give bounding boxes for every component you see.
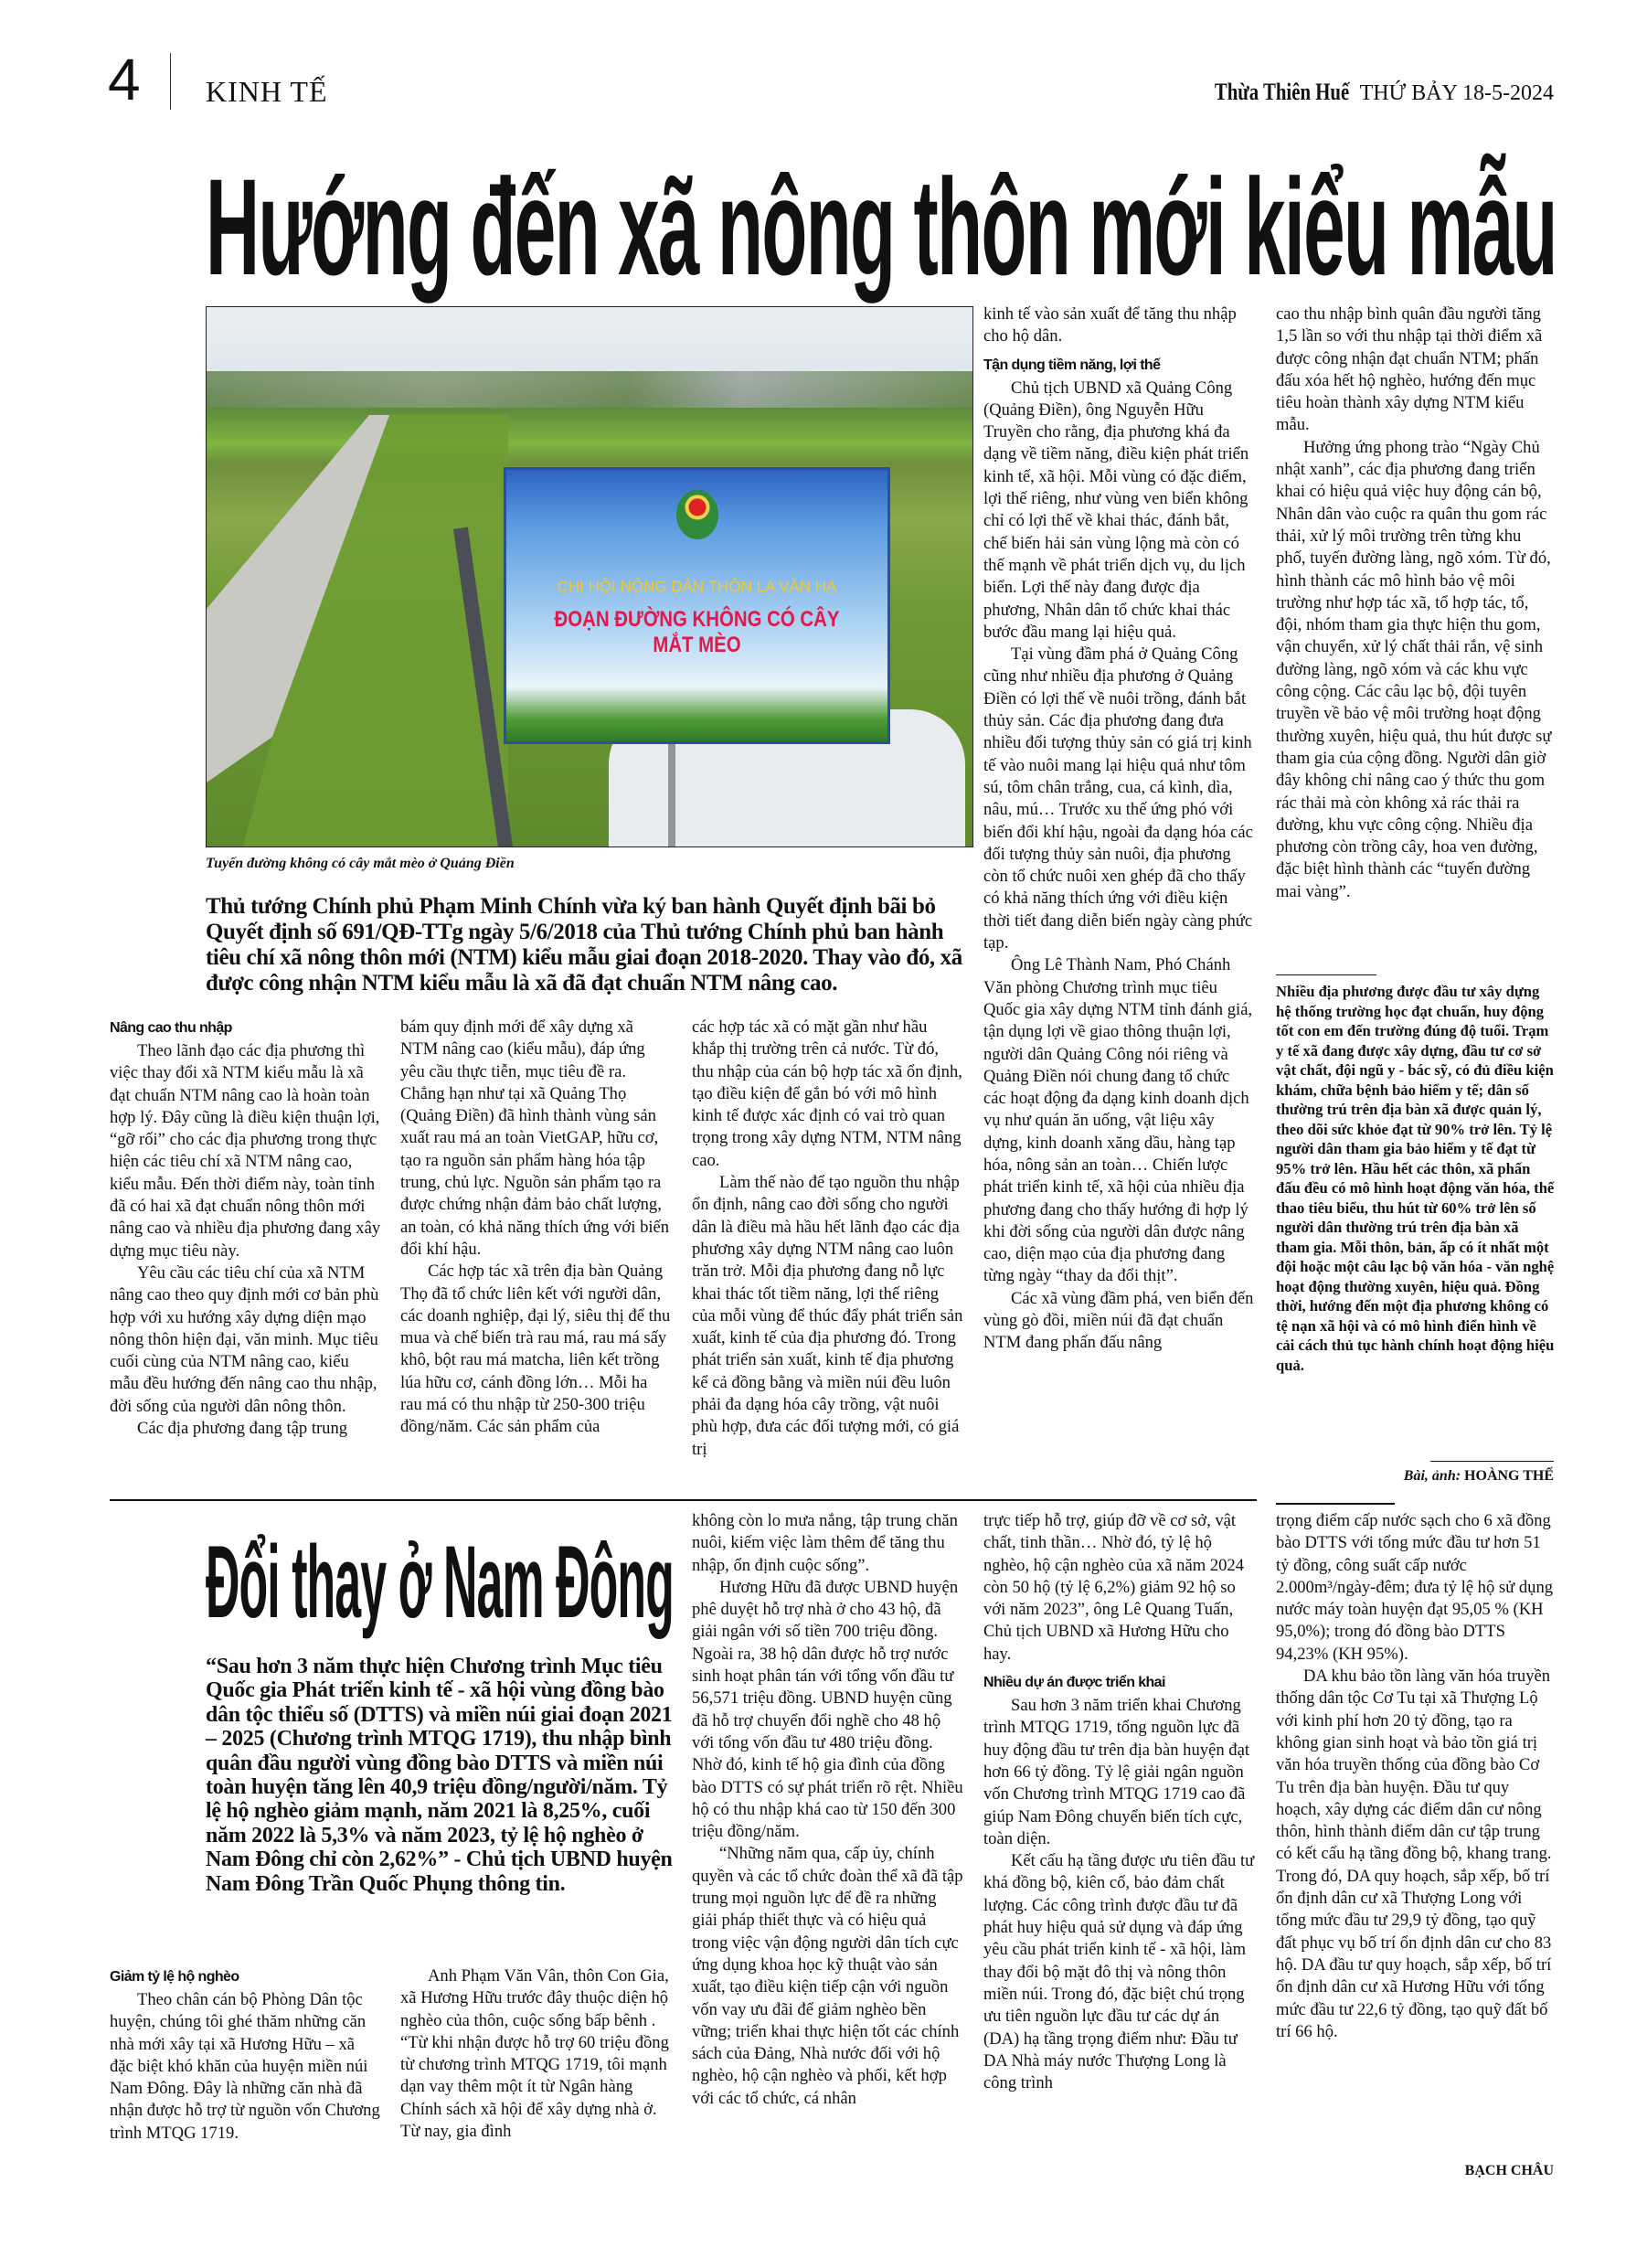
paragraph: Anh Phạm Văn Vân, thôn Con Gia, xã Hương Hữu trước đây thuộc diện hộ nghèo của thôn, cuộc sống bấp bênh . “Từ khi nhận được hỗ trợ 60 triệu đồng từ chương trình MTQG 1719, tôi mạnh dạn vay thêm một ít từ Ngân hàng Chính sách xã hội để xây dựng nhà ở. Từ nay, gia đình — [400, 1966, 669, 2142]
article1-column-2 — [400, 1017, 673, 1439]
byline-author: HOÀNG THẾ — [1464, 1468, 1554, 1484]
sign-organization: CHI HỘI NÔNG DÂN THÔN LA VĂN HẠ — [557, 578, 837, 595]
paragraph: Các địa phương đang tập trung — [137, 1419, 348, 1439]
box-top-rule — [1276, 974, 1376, 975]
photo-caption: Tuyến đường không có cây mắt mèo ở Quảng Điền — [206, 856, 515, 871]
paragraph: “Những năm qua, cấp ủy, chính quyền và các tổ chức đoàn thể xã đã tập trung mọi nguồn lực để đề ra những giải pháp thiết thực và có hiệu quả trong việc vận động người dân tích cực ứng dụng khoa học kỹ thuật vào sản xuất, tạo điều kiện tiếp cận với nguồn vốn vay ưu đãi để giảm nghèo bền vững; triển khai thực hiện tốt các chính sách của Đảng, Nhà nước đối với hộ nghèo, hộ cận nghèo và phối, kết hợp với các tổ chức, cá nhân — [692, 1844, 963, 2108]
paragraph: Kết cấu hạ tầng được ưu tiên đầu tư khá đồng bộ, kiên cố, bảo đảm chất lượng. Các công trình được đầu tư đã phát huy hiệu quả sử dụng và đáp ứng yêu cầu phát triển kinh tế - xã hội, làm thay đổi bộ mặt đô thị và nông thôn miền núi. Trong đó, đặc biệt chú trọng ưu tiên nguồn lực đầu tư các dự án (DA) hạ tầng trọng điểm như: Đầu tư DA Nhà máy nước Thượng Long là công trình — [983, 1851, 1255, 2093]
article1-column-5 — [1276, 303, 1555, 903]
paragraph: cao thu nhập bình quân đầu người tăng 1,5 lần so với thu nhập tại thời điểm xã được công nhận đạt chuẩn NTM; phấn đấu xóa hết hộ nghèo, hướng đến mục tiêu hoàn thành xây dựng NTM kiểu mẫu. — [1276, 304, 1543, 435]
header-divider — [170, 53, 171, 110]
section-title: KINH TẾ — [206, 75, 328, 108]
paragraph: Các xã vùng đầm phá, ven biển đến vùng gò đồi, miền núi đã đạt chuẩn NTM đang phấn đấu nâng — [983, 1288, 1254, 1353]
byline-label: Bài, ảnh: — [1403, 1468, 1461, 1484]
article1-column-1 — [110, 1017, 382, 1440]
article1-headline-box — [206, 150, 1557, 303]
article2-lead: “Sau hơn 3 năm thực hiện Chương trình Mục tiêu Quốc gia Phát triển kinh tế - xã hội vùng đồng bào dân tộc thiểu số (DTTS) và miền núi giai đoạn 2021 – 2025 (Chương trình MTQG 1719), thu nhập bình quân đầu người vùng đồng bào DTTS và miền núi toàn huyện tăng lên 40,9 triệu đồng/người/năm. Tỷ lệ hộ nghèo giảm mạnh, năm 2021 là 8,25%, cuối năm 2022 là 5,3% và năm 2023, tỷ lệ hộ nghèo ở Nam Đông chỉ còn 2,62%” - Chủ tịch UBND huyện Nam Đông Trần Quốc Phụng thông tin. — [206, 1655, 673, 1896]
subheading: Nhiều dự án được triển khai — [983, 1675, 1165, 1691]
article2-byline: BẠCH CHÂU — [1464, 2163, 1554, 2178]
paragraph: kinh tế vào sản xuất để tăng thu nhập cho hộ dân. — [983, 304, 1237, 346]
paragraph: Các hợp tác xã trên địa bàn Quảng Thọ đã tổ chức liên kết với người dân, các doanh nghiệp, đại lý, siêu thị để thu mua và chế biến trà rau má, rau má sấy khô, bột rau má matcha, liên kết trồng lúa hữu cơ, cánh đồng lớn… Mỗi ha rau má có thu nhập từ 250-300 triệu đồng/năm. Các sản phẩm của — [400, 1262, 671, 1437]
photo-sign — [504, 467, 890, 744]
article2-headline: Đổi thay ở Nam Đông — [206, 1525, 674, 1639]
article1-lead: Thủ tướng Chính phủ Phạm Minh Chính vừa ký ban hành Quyết định bãi bỏ Quyết định số 691/QĐ-TTg ngày 5/6/2018 của Thủ tướng Chính phủ ban hành tiêu chí xã nông thôn mới (NTM) kiểu mẫu giai đoạn 2018-2020. Thay vào đó, xã được công nhận NTM kiểu mẫu là xã đã đạt chuẩn NTM nâng cao. — [206, 894, 962, 996]
article1-headline: Hướng đến xã nông thôn mới kiểu mẫu — [206, 150, 1557, 303]
article1-column-3 — [692, 1017, 964, 1461]
article2-column-1 — [110, 1965, 382, 2145]
article-separator-right — [1276, 1503, 1395, 1505]
paragraph: Hương Hữu đã được UBND huyện phê duyệt hỗ trợ nhà ở cho 43 hộ, đã giải ngân với số tiền 700 triệu đồng. Ngoài ra, 38 hộ dân được hỗ trợ nước sinh hoạt phân tán với tổng vốn đầu tư 56,571 triệu đồng. UBND huyện cũng đã hỗ trợ chuyển đổi nghề cho 48 hộ với tổng vốn đầu tư 480 triệu đồng. Nhờ đó, kinh tế hộ gia đình của đồng bào DTTS có sự phát triển rõ rệt. Nhiều hộ có thu nhập khá cao từ 150 đến 300 triệu đồng/năm. — [692, 1577, 963, 1842]
paragraph: Hưởng ứng phong trào “Ngày Chủ nhật xanh”, các địa phương đang triển khai có hiệu quả việc huy động cán bộ, Nhân dân vào cuộc ra quân thu gom rác thải, xử lý môi trường trên từng khu phố, tuyến đường làng, ngõ xóm. Từ đó, hình thành các mô hình bảo vệ môi trường như hợp tác xã, tổ hợp tác, tổ, đội, nhóm tham gia thực hiện thu gom, vận chuyển, xử lý chất thải rắn, vệ sinh đường làng, ngõ xóm và các khu vực công cộng. Các câu lạc bộ, đội tuyên truyền về bảo vệ môi trường hoạt động thường xuyên, hiệu quả, thu hút được sự tham gia của cộng đồng. Người dân giờ đây không chỉ nâng cao ý thức thu gom rác thải mà còn không xả rác thải ra đường, khu vực công cộng. Nhiều địa phương còn trồng cây, hoa ven đường, đặc biệt hình thành các “tuyến đường mai vàng”. — [1276, 437, 1552, 901]
issue-date: THỨ BẢY 18-5-2024 — [1359, 81, 1554, 105]
paragraph: Ông Lê Thành Nam, Phó Chánh Văn phòng Chương trình mục tiêu Quốc gia xây dựng NTM tỉnh đánh giá, tận dụng lợi về giao thông thuận lợi, người dân Quảng Công nói riêng và Quảng Điền nói chung đang tổ chức các hoạt động đa dạng kinh doanh dịch vụ như quán ăn uống, vật liệu xây dựng, kinh doanh xăng dầu, hàng tạp hóa, nông sản an toàn… Chiến lược phát triển kinh tế, xã hội của nhiều địa phương đang cho thấy hướng đi hợp lý khi đời sống của người dân được nâng cao, diện mạo của địa phương đang từng ngày “thay da đổi thịt”. — [983, 955, 1253, 1286]
paragraph: các hợp tác xã có mặt gần như hầu khắp thị trường trên cả nước. Từ đó, thu nhập của cán bộ hợp tác xã ổn định, tạo điều kiện để gắn bó với mô hình kinh tế được xác định có vai trò quan trọng trong xây dựng NTM, NTM nâng cao. — [692, 1017, 962, 1170]
paragraph: Theo chân cán bộ Phòng Dân tộc huyện, chúng tôi ghé thăm những căn nhà mới xây tại xã Hương Hữu – xã đặc biệt khó khăn của huyện miền núi Nam Đông. Đây là những căn nhà đã nhận được hỗ trợ từ nguồn vốn Chương trình MTQG 1719. — [110, 1990, 380, 2143]
article1-column-4 — [983, 303, 1256, 1355]
article2-column-5 — [1276, 1510, 1555, 2043]
page-number: 4 — [108, 47, 141, 112]
paragraph: trọng điểm cấp nước sạch cho 6 xã đồng bào DTTS với tổng mức đầu tư hơn 51 tỷ đồng, công suất cấp nước 2.000m³/ngày-đêm; đưa tỷ lệ hộ sử dụng nước máy toàn huyện đạt 95,05 % (KH 95,0%); trong đó đồng bào DTTS 94,23% (KH 95%). — [1276, 1511, 1554, 1664]
paragraph: không còn lo mưa nắng, tập trung chăn nuôi, kiếm việc làm thêm để tăng thu nhập, ổn định cuộc sống”. — [692, 1511, 958, 1575]
paragraph: DA khu bảo tồn làng văn hóa truyền thống dân tộc Cơ Tu tại xã Thượng Lộ với kinh phí hơn 20 tỷ đồng, tạo ra không gian sinh hoạt và bảo tồn giá trị văn hóa truyền thống của đồng bào Cơ Tu trên địa bàn huyện. Đầu tư quy hoạch, xây dựng các điểm dân cư nông thôn, hình thành điểm dân cư tập trung có kết cấu hạ tầng đồng bộ, khang trang. Trong đó, DA quy hoạch, sắp xếp, bố trí ổn định dân cư xã Thượng Long với tổng mức đầu tư 29,9 tỷ đồng, tạo quỹ đất phục vụ bố trí ổn định dân cư cho 83 hộ. DA đầu tư quy hoạch, sắp xếp, bố trí ổn định dân cư xã Hương Hữu với tổng mức đầu tư 22,6 tỷ đồng, tạo quỹ đất bố trí 66 hộ. — [1276, 1666, 1552, 2041]
article1-info-box: Nhiều địa phương được đầu tư xây dựng hệ thống trường học đạt chuẩn, huy động tốt con em đến trường đúng độ tuổi. Trạm y tế xã đang được xây dựng, đầu tư cơ sở vật chất, đội ngũ y - bác sỹ, có đủ điều kiện khám, chữa bệnh bảo hiểm y tế; dân số thường trú trên địa bàn xã được quản lý, theo dõi sức khỏe đạt từ 90% trở lên. Tỷ lệ người dân tham gia bảo hiểm y tế đạt từ 95% trở lên. Hầu hết các thôn, xã phấn đấu đều có mô hình hoạt động văn hóa, thể thao tiêu biểu, thu hút từ 60% trở lên số người dân thường trú trên địa bàn xã tham gia. Mỗi thôn, bản, ấp có ít nhất một đội hoặc một câu lạc bộ văn hóa - văn nghệ hoạt động thường xuyên, hiệu quả. Đồng thời, hướng đến một địa phương không có tệ nạn xã hội và có mô hình điển hình về cải cách thủ tục hành chính hoạt động hiệu quả. — [1276, 983, 1555, 1374]
article1-photo — [206, 306, 973, 847]
article2-column-4 — [983, 1510, 1256, 2094]
article1-byline — [1276, 1468, 1554, 1485]
photo-treeline — [207, 371, 972, 408]
byline-rule — [1430, 1461, 1554, 1462]
paragraph: Tại vùng đầm phá ở Quảng Công cũng như nhiều địa phương ở Quảng Điền có lợi thế về nuôi trồng, đánh bắt thủy sản. Các địa phương đang đưa nhiều đối tượng thủy sản có giá trị kinh tế vào nuôi mang lại hiệu quả như tôm sú, tôm chân trắng, cua, cá kình, dìa, nâu, mú… Trước xu thế ứng phó với biến đổi khí hậu, ngoài đa dạng hóa các đối tượng thủy sản nuôi, địa phương còn tổ chức nuôi xen ghép đã cho thấy có khả năng thích ứng với điều kiện thời tiết đang diễn biến ngày càng phức tạp. — [983, 644, 1253, 953]
article2-column-2 — [400, 1965, 673, 2143]
paragraph: trực tiếp hỗ trợ, giúp đỡ về cơ sở, vật chất, tinh thần… Nhờ đó, tỷ lệ hộ nghèo, hộ cận nghèo của xã năm 2024 còn 50 hộ (tỷ lệ 6,2%) giảm 92 hộ so với năm 2023”, ông Lê Quang Tuấn, Chủ tịch UBND xã Hương Hữu cho hay. — [983, 1511, 1245, 1664]
paragraph: Sau hơn 3 năm triển khai Chương trình MTQG 1719, tổng nguồn lực đã huy động đầu tư trên địa bàn huyện đạt hơn 66 tỷ đồng. Tỷ lệ giải ngân nguồn vốn Chương trình MTQG 1719 cao đã giúp Nam Đông chuyển biến tích cực, toàn diện. — [983, 1696, 1249, 1848]
article2-column-3 — [692, 1510, 964, 2110]
paragraph: Chủ tịch UBND xã Quảng Công (Quảng Điền), ông Nguyễn Hữu Truyền cho rằng, địa phương khá đa dạng về tiềm năng, điều kiện phát triển kinh tế, xã hội. Mỗi vùng có đặc điểm, lợi thế riêng, như vùng ven biển không chỉ có lợi thế về khai thác, đánh bắt, chế biến hải sản vùng lộng mà còn có thế mạnh về phát triển dịch vụ, du lịch biển. Lợi thế này đang được địa phương, Nhân dân tổ chức khai thác bước đầu mang lại hiệu quả. — [983, 378, 1249, 642]
subheading: Nâng cao thu nhập — [110, 1020, 232, 1036]
subheading: Tận dụng tiềm năng, lợi thế — [983, 357, 1161, 373]
masthead-info — [1181, 79, 1554, 106]
article2-headline-box — [206, 1525, 674, 1639]
paragraph: bám quy định mới để xây dựng xã NTM nâng cao (kiểu mẫu), đáp ứng yêu cầu thực tiễn, mục tiêu đề ra. Chẳng hạn như tại xã Quảng Thọ (Quảng Điền) đã hình thành vùng sản xuất rau má an toàn VietGAP, hữu cơ, tạo ra nguồn sản phẩm hàng hóa tập trung, chủ lực. Nguồn sản phẩm tạo ra được chứng nhận đảm bảo chất lượng, an toàn, có khả năng thích ứng với biến đổi khí hậu. — [400, 1017, 670, 1259]
subheading: Giảm tỷ lệ hộ nghèo — [110, 1969, 239, 1985]
article-separator — [110, 1499, 1257, 1501]
farmers-union-emblem-icon — [676, 490, 718, 539]
sign-title: ĐOẠN ĐƯỜNG KHÔNG CÓ CÂY MẮT MÈO — [554, 607, 840, 657]
paragraph: Yêu cầu các tiêu chí của xã NTM nâng cao theo quy định mới cơ bản phù hợp với xu hướng xây dựng diện mạo nông thôn hiện đại, văn minh. Mục tiêu cuối cùng của NTM nâng cao, kiểu mẫu đều hướng đến nâng cao thu nhập, đời sống của người dân nông thôn. — [110, 1262, 379, 1416]
paper-name: Thừa Thiên Huế — [1214, 79, 1350, 105]
paragraph: Làm thế nào để tạo nguồn thu nhập ổn định, nâng cao đời sống cho người dân là điều mà hầu hết lãnh đạo các địa phương xây dựng NTM nâng cao luôn trăn trở. Mỗi địa phương đang nỗ lực khai thác tốt tiềm năng, lợi thế riêng của mỗi vùng để thúc đẩy phát triển sản xuất, kinh tế của địa phương đó. Trong phát triển sản xuất, kinh tế địa phương kể cả đồng bằng và miền núi đều luôn phải đa dạng hóa cây trồng, vật nuôi phù hợp, đưa các đối tượng mới, có giá trị — [692, 1173, 963, 1459]
paragraph: Theo lãnh đạo các địa phương thì việc thay đổi xã NTM kiểu mẫu là xã đạt chuẩn NTM nâng cao là hoàn toàn hợp lý. Đây cũng là điều kiện thuận lợi, “gỡ rối” cho các địa phương trong thực hiện các tiêu chí xã NTM nâng cao, kiểu mẫu. Đến thời điểm này, toàn tỉnh đã có hai xã đạt chuẩn nông thôn mới nâng cao và nhiều địa phương đang xây dựng mục tiêu này. — [110, 1041, 381, 1261]
